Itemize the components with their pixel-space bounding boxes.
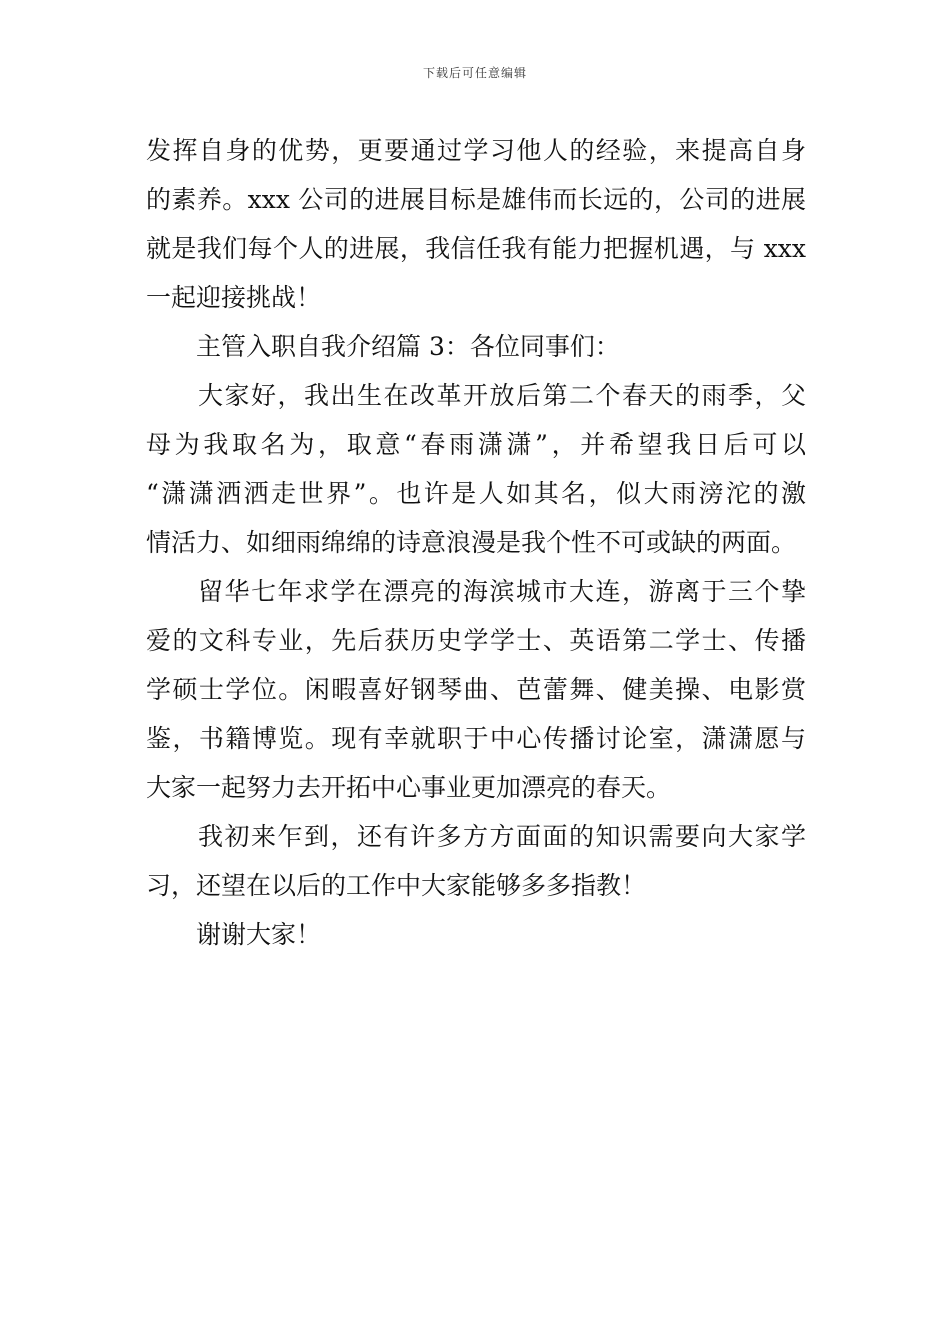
- paragraph-line: 习，还望在以后的工作中大家能够多多指教！: [146, 871, 647, 900]
- paragraph-line: 留华七年求学在漂亮的海滨城市大连，游离于三个挚: [198, 577, 806, 606]
- paragraph-line: 情活力、如细雨绵绵的诗意浪漫是我个性不可或缺的两面。: [146, 528, 797, 557]
- paragraph-line: 鉴，书籍博览。现有幸就职于中心传播讨论室，潇潇愿与: [146, 724, 806, 753]
- section-heading: 主管入职自我介绍篇 3：各位同事们：: [196, 332, 620, 361]
- paragraph-line: 的素养。xxx 公司的进展目标是雄伟而长远的，公司的进展: [146, 185, 806, 214]
- closing-line: 谢谢大家！: [196, 920, 322, 949]
- paragraph-line: 学硕士学位。闲暇喜好钢琴曲、芭蕾舞、健美操、电影赏: [146, 675, 806, 704]
- paragraph-line: 发挥自身的优势，更要通过学习他人的经验，来提高自身: [146, 136, 806, 165]
- document-body: [146, 126, 806, 959]
- paragraph-line: 我初来乍到，还有许多方方面面的知识需要向大家学: [198, 822, 806, 851]
- paragraph-line: 母为我取名为，取意“春雨潇潇”，并希望我日后可以: [146, 430, 806, 459]
- paragraph-line: “潇潇洒洒走世界”。也许是人如其名，似大雨滂沱的激: [146, 479, 806, 508]
- paragraph-line: 就是我们每个人的进展，我信任我有能力把握机遇，与 xxx: [146, 234, 806, 263]
- paragraph-line: 爱的文科专业，先后获历史学学士、英语第二学士、传播: [146, 626, 806, 655]
- paragraph-line: 大家一起努力去开拓中心事业更加漂亮的春天。: [146, 773, 672, 802]
- paragraph-line: 一起迎接挑战！: [146, 283, 322, 312]
- paragraph-line: 大家好，我出生在改革开放后第二个春天的雨季，父: [198, 381, 806, 410]
- page-header: 下载后可任意编辑: [422, 66, 527, 80]
